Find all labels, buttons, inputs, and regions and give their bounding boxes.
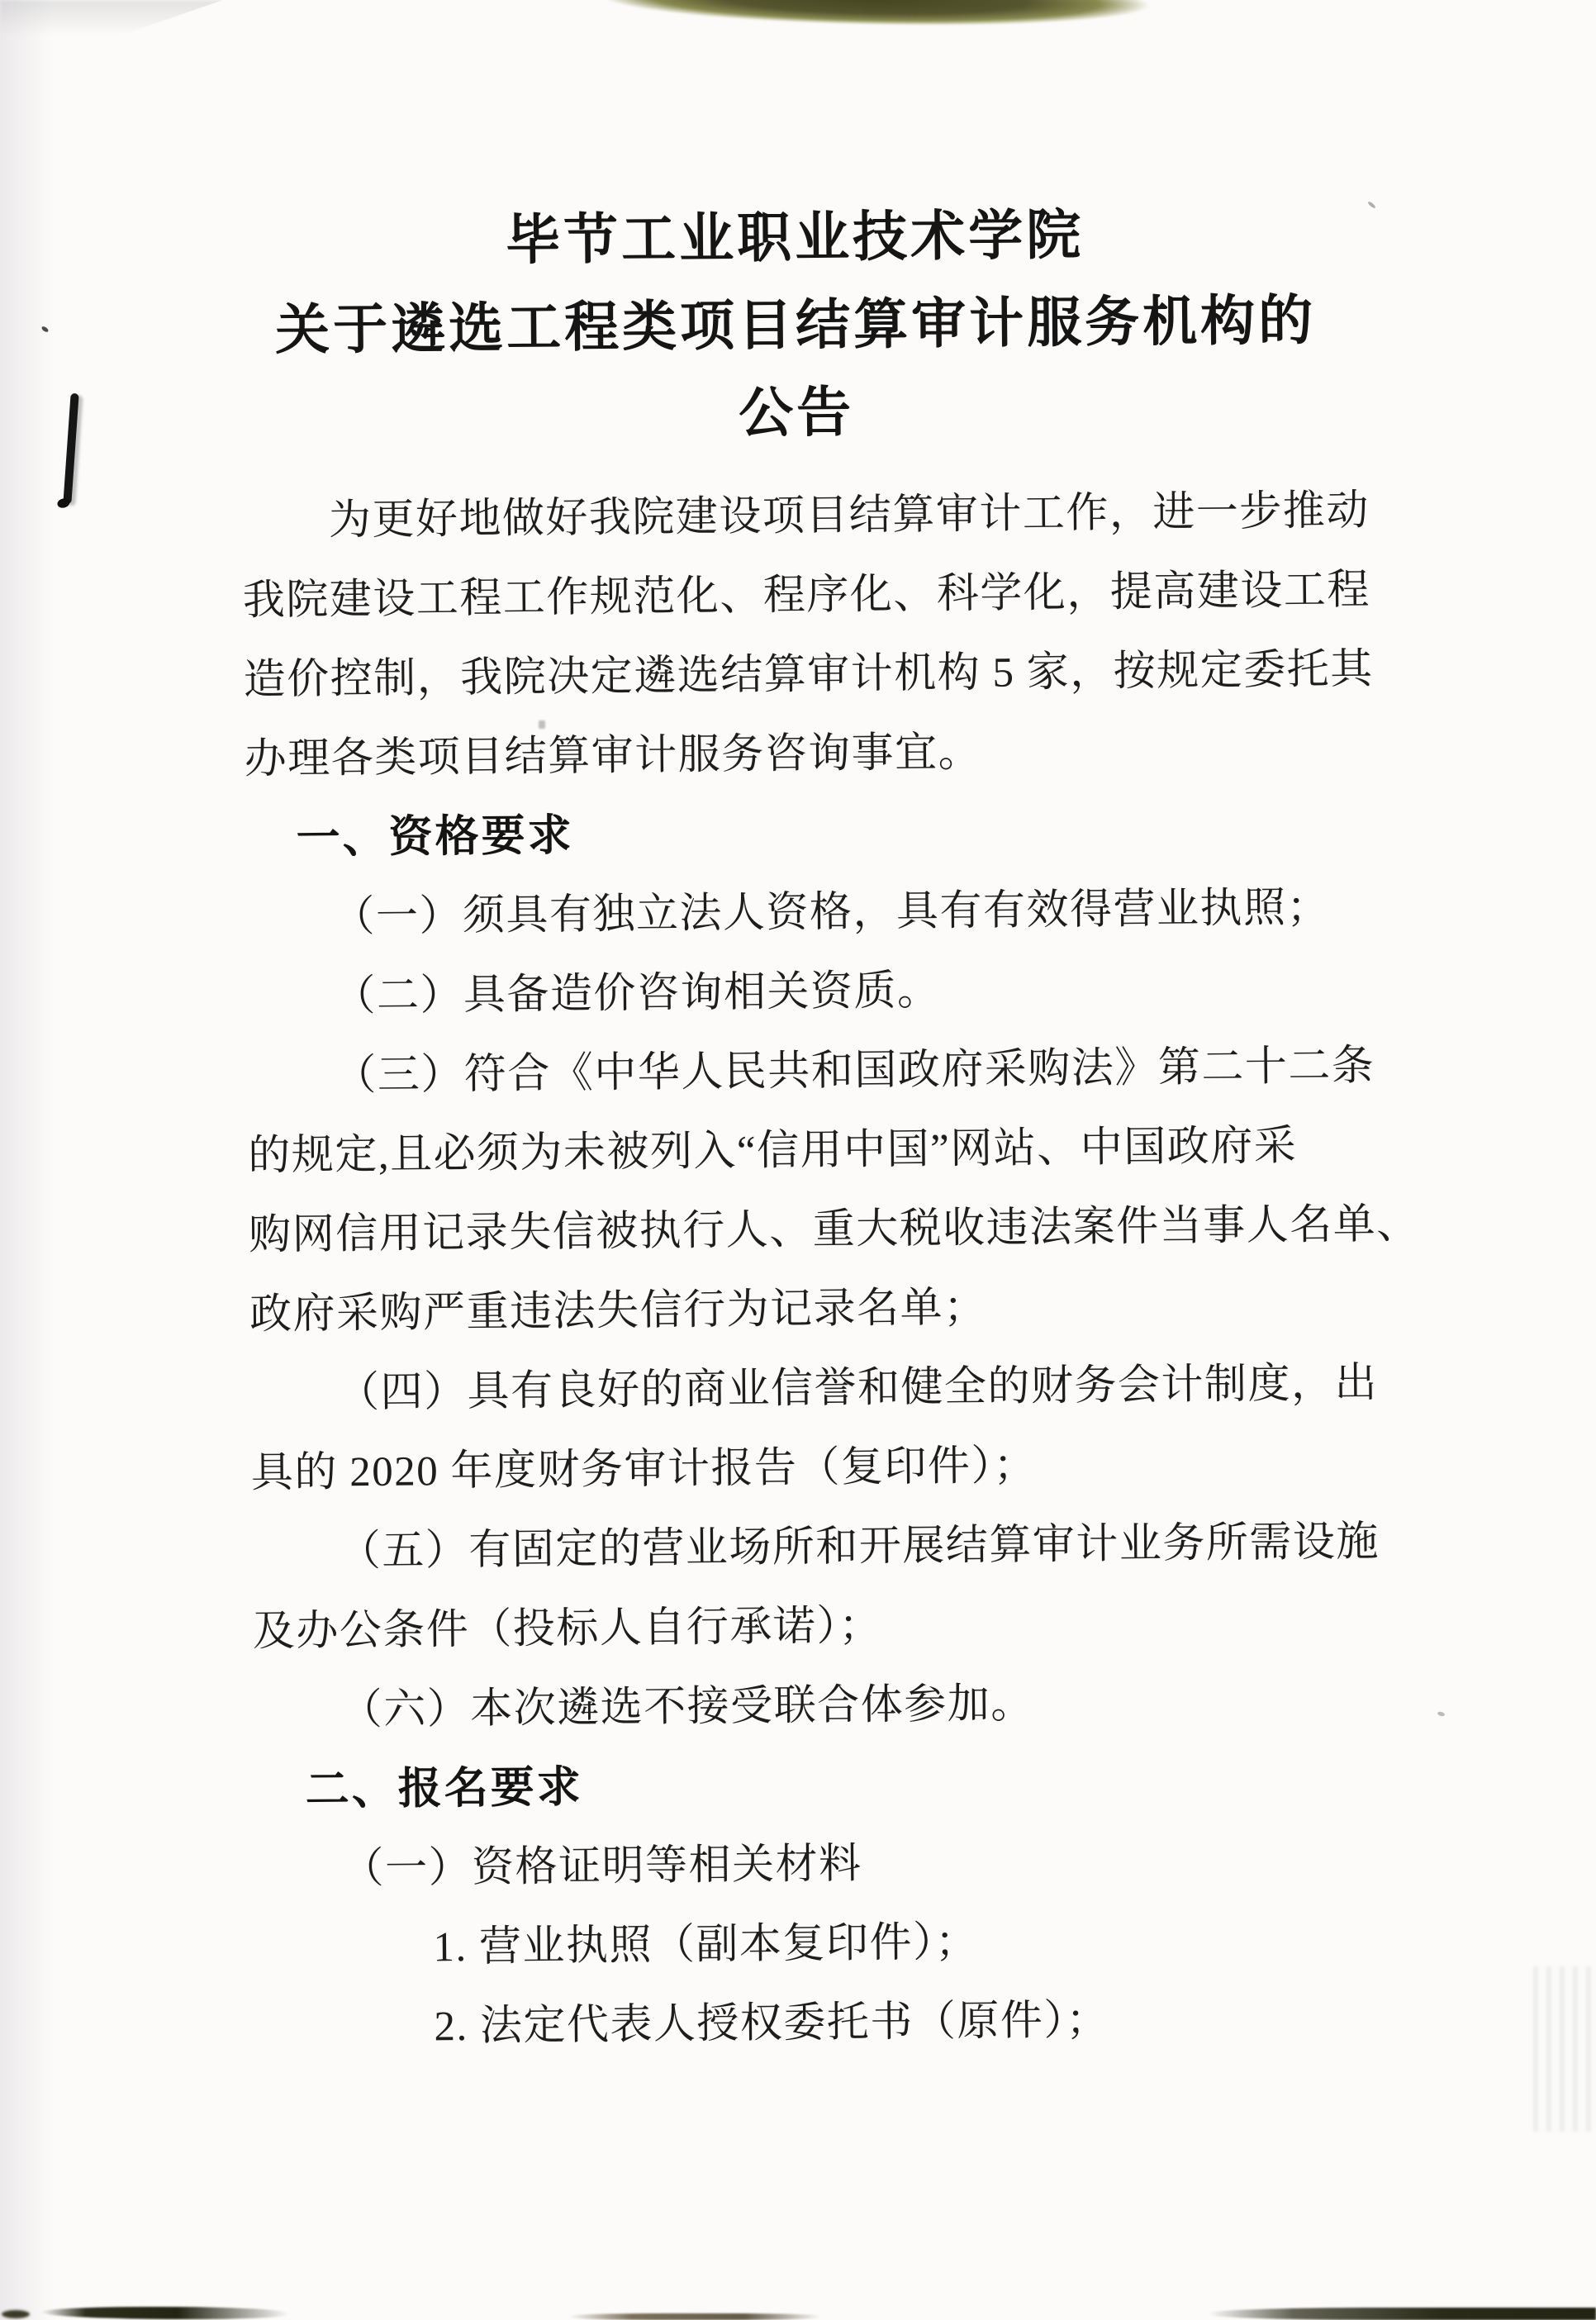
section-heading-qualifications: 一、资格要求: [296, 811, 574, 863]
list-item-line: 具的 2020 年度财务审计报告（复印件）；: [250, 1443, 1038, 1497]
list-item-line: 的规定,且必须为未被列入“信用中国”网站、中国政府采: [248, 1123, 1298, 1180]
page-title: [239, 188, 1352, 462]
intro-line: 造价控制，我院决定遴选结算审计机构 5 家，按规定委托其: [243, 646, 1374, 704]
title-line-institution: 毕节工业职业技术学院: [505, 203, 1085, 271]
background-object-above-paper: [599, 0, 1150, 30]
list-item-line: （六）本次遴选不接受联合体参加。: [340, 1681, 1034, 1734]
paper-top-edge-shadow: [0, 0, 223, 35]
desk-edge-visible-bottom-left: [41, 2307, 289, 2319]
document-content: [239, 188, 1420, 2069]
paper-smudge: [1533, 1966, 1593, 2132]
numbered-item-line: 2. 法定代表人授权委托书（原件）；: [434, 1997, 1110, 2051]
section-heading-registration: 二、报名要求: [305, 1762, 583, 1814]
list-item-line: （五）有固定的营业场所和开展结算审计业务所需设施: [338, 1519, 1380, 1576]
document-body: [241, 472, 1420, 2069]
title-line-subject: 关于遴选工程类项目结算审计服务机构的: [274, 288, 1317, 361]
staple-binding-mark: [63, 393, 78, 504]
numbered-item-line: 1. 营业执照（副本复印件）；: [433, 1919, 979, 1971]
list-item-line: 购网信用记录失信被执行人、重大税收违法案件当事人名单、: [248, 1200, 1420, 1259]
paper-speck: [1437, 1711, 1446, 1717]
list-item-line: （四）具有良好的商业信誉和健全的财务会计制度，出: [336, 1360, 1379, 1417]
paper-speck: [40, 326, 49, 333]
title-line-notice: 公告: [738, 381, 855, 444]
paper-speck: [1367, 201, 1376, 209]
paper-left-edge-shadow: [0, 0, 53, 2320]
list-item-line: （三）符合《中华人民共和国政府采购法》第二十二条: [334, 1043, 1375, 1100]
desk-edge-visible-bottom-right: [1208, 2308, 1596, 2320]
list-item-line: 及办公条件（投标人自行承诺）；: [252, 1603, 883, 1656]
intro-line: 办理各类项目结算审计服务咨询事宜。: [244, 729, 982, 783]
list-item-line: （二）具备造价咨询相关资质。: [333, 967, 941, 1020]
intro-line: 我院建设工程工作规范化、程序化、科学化，提高建设工程: [242, 567, 1371, 625]
list-item-line: 政府采购严重违法失信行为记录名单；: [249, 1284, 987, 1338]
desk-edge-visible-bottom-middle: [568, 2313, 821, 2320]
intro-line: 为更好地做好我院建设项目结算审计工作，进一步推动: [328, 487, 1370, 544]
list-item-line: （一）资格证明等相关材料: [341, 1841, 862, 1893]
list-item-line: （一）须具有独立法人资格，具有有效得营业执照；: [332, 884, 1331, 941]
